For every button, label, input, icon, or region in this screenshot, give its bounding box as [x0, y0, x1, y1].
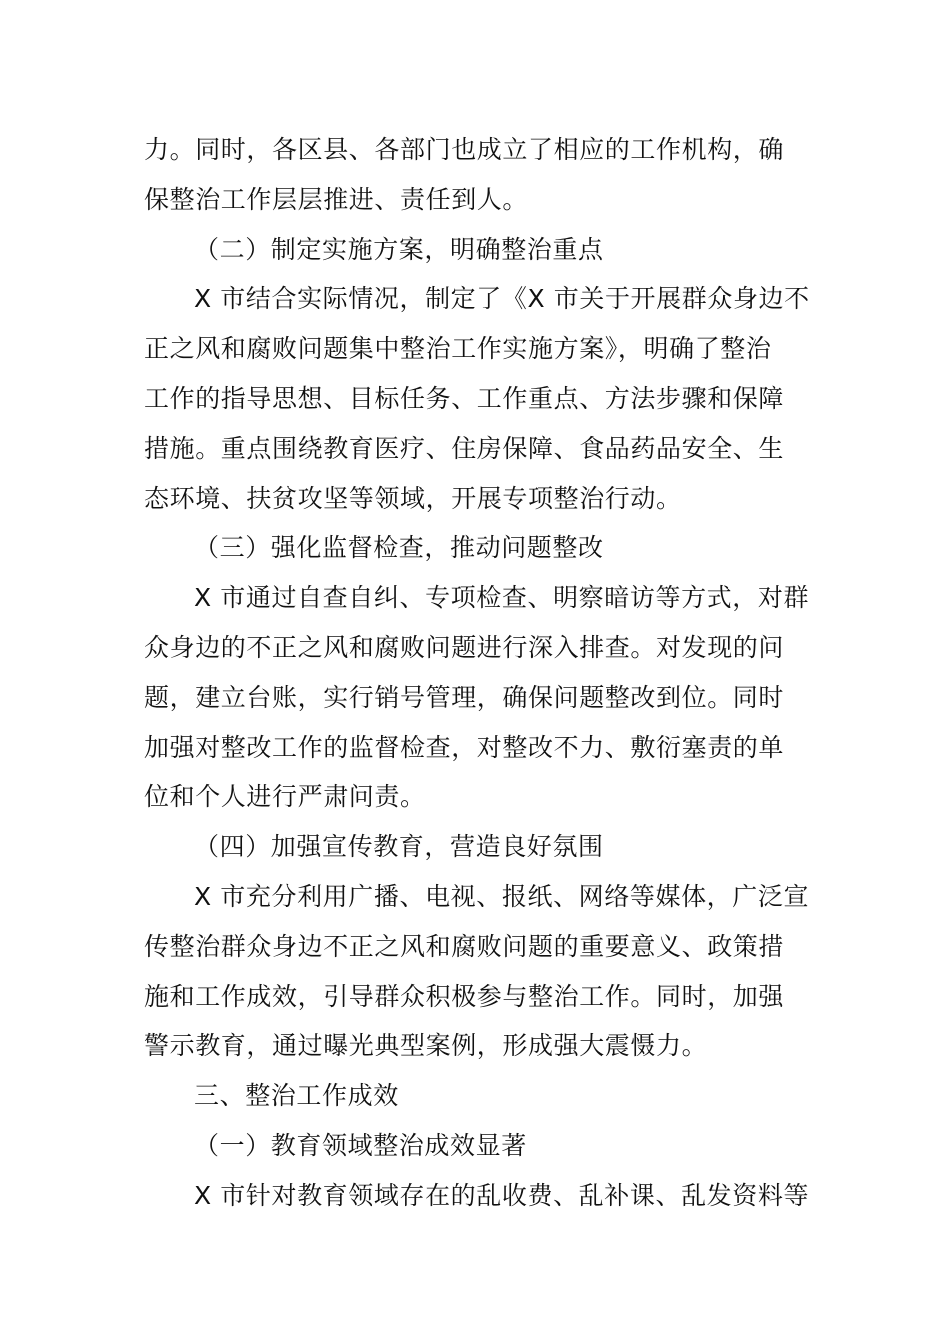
- paragraph-start: X 市针对教育领域存在的乱收费、乱补课、乱发资料等: [194, 1180, 810, 1210]
- text-line: 题，建立台账，实行销号管理，确保问题整改到位。同时: [144, 682, 785, 712]
- text-line: 正之风和腐败问题集中整治工作实施方案》，明确了整治: [144, 334, 772, 364]
- paragraph-start: X 市通过自查自纠、专项检查、明察暗访等方式，对群: [194, 583, 810, 613]
- section-heading: （四）加强宣传教育，营造良好氛围: [194, 832, 604, 862]
- text-line: 力。同时，各区县、各部门也成立了相应的工作机构，确: [144, 135, 785, 164]
- document-body: [144, 125, 808, 1221]
- paragraph-start: X 市结合实际情况，制定了《X 市关于开展群众身边不: [194, 284, 810, 314]
- text-line: 加强对整改工作的监督检查，对整改不力、敷衍塞责的单: [144, 732, 785, 762]
- chapter-heading: 三、整治工作成效: [194, 1081, 399, 1111]
- text-line: 众身边的不正之风和腐败问题进行深入排查。对发现的问: [144, 632, 785, 662]
- text-line: 态环境、扶贫攻坚等领域，开展专项整治行动。: [144, 483, 682, 513]
- section-heading: （三）强化监督检查，推动问题整改: [194, 533, 604, 563]
- text-line: 位和个人进行严肃问责。: [144, 782, 426, 812]
- text-line: 传整治群众身边不正之风和腐败问题的重要意义、政策措: [144, 931, 785, 961]
- text-line: 措施。重点围绕教育医疗、住房保障、食品药品安全、生: [144, 433, 785, 463]
- paragraph-start: X 市充分利用广播、电视、报纸、网络等媒体，广泛宣: [194, 881, 810, 911]
- section-heading: （一）教育领域整治成效显著: [194, 1130, 527, 1160]
- text-line: 警示教育，通过曝光典型案例，形成强大震慑力。: [144, 1031, 708, 1061]
- section-heading: （二）制定实施方案，明确整治重点: [194, 234, 604, 264]
- text-line: 施和工作成效，引导群众积极参与整治工作。同时，加强: [144, 981, 785, 1011]
- text-line: 工作的指导思想、目标任务、工作重点、方法步骤和保障: [144, 383, 785, 413]
- text-line: 保整治工作层层推进、责任到人。: [144, 184, 529, 214]
